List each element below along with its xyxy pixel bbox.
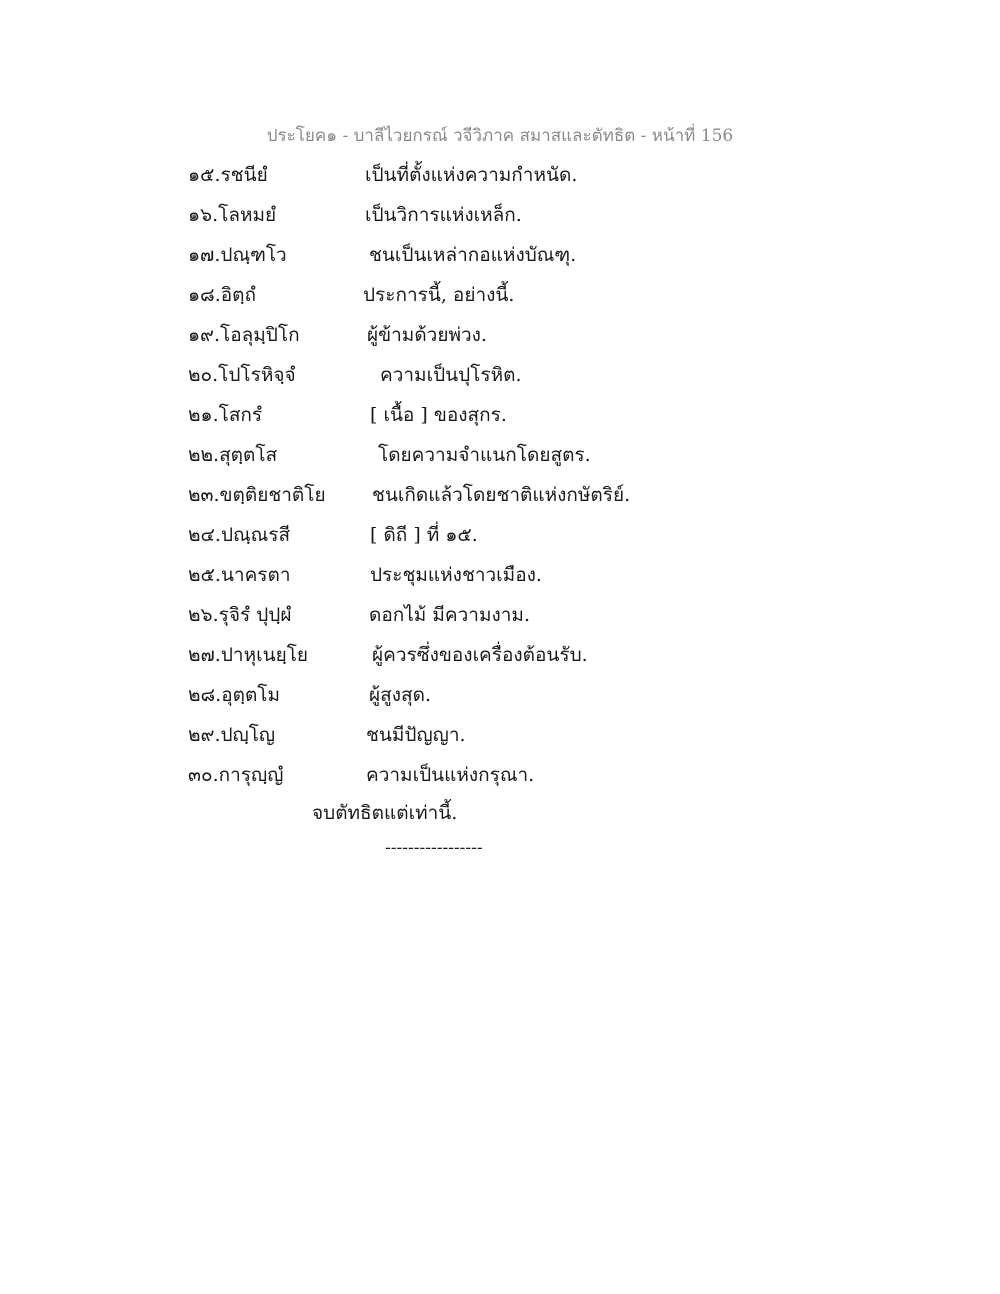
thai-meaning: เป็นวิการแห่งเหล็ก. — [365, 204, 522, 226]
thai-meaning: [ ดิถี ] ที่ ๑๕. — [370, 524, 478, 546]
list-item — [0, 280, 1000, 320]
pali-term: ๑๗.ปณฺฑโว — [188, 244, 287, 266]
pali-term: ๑๙.โอลุมฺปิโก — [188, 324, 300, 346]
list-item — [0, 440, 1000, 480]
thai-meaning: ดอกไม้ มีความงาม. — [369, 604, 530, 626]
list-item — [0, 320, 1000, 360]
list-item — [0, 480, 1000, 520]
pali-term: ๑๘.อิตฺถํ — [188, 284, 257, 306]
thai-meaning: ผู้ข้ามด้วยพ่วง. — [367, 324, 487, 346]
pali-term: ๒๖.รุจิรํ ปุปฺผํ — [188, 604, 292, 626]
closing-line: จบตัทธิตแต่เท่านี้. — [312, 802, 458, 824]
list-item — [0, 640, 1000, 680]
pali-term: ๒๑.โสกรํ — [188, 404, 263, 426]
thai-meaning: ชนเกิดแล้วโดยชาติแห่งกษัตริย์. — [372, 484, 631, 506]
list-item — [0, 600, 1000, 640]
list-item — [0, 680, 1000, 720]
thai-meaning: ความเป็นปุโรหิต. — [380, 364, 522, 386]
thai-meaning: ประชุมแห่งชาวเมือง. — [370, 564, 542, 586]
pali-term: ๒๙.ปญฺโญ — [188, 724, 276, 746]
list-item — [0, 200, 1000, 240]
thai-meaning: ชนมีปัญญา. — [366, 724, 466, 746]
separator-line: ----------------- — [385, 838, 483, 858]
pali-term: ๒๗.ปาหุเนยฺโย — [188, 644, 309, 666]
pali-term: ๑๖.โลหมยํ — [188, 204, 277, 226]
thai-meaning: ประการนี้, อย่างนี้. — [363, 284, 515, 306]
pali-term: ๒๐.โปโรหิจฺจํ — [188, 364, 296, 386]
list-item — [0, 560, 1000, 600]
page-header: ประโยค๑ - บาลีไวยกรณ์ วจีวิภาค สมาสและตัทธิต - หน้าที่ 156 — [266, 126, 734, 146]
list-item — [0, 520, 1000, 560]
thai-meaning: ผู้สูงสุด. — [369, 684, 431, 706]
list-item — [0, 720, 1000, 760]
list-item — [0, 360, 1000, 400]
pali-term: ๒๓.ขตฺติยชาติโย — [188, 484, 326, 506]
list-item — [0, 760, 1000, 800]
thai-meaning: [ เนื้อ ] ของสุกร. — [370, 404, 507, 426]
thai-meaning: ผู้ควรซึ่งของเครื่องต้อนรับ. — [372, 644, 588, 666]
pali-term: ๑๕.รชนียํ — [188, 164, 268, 186]
pali-term: ๓๐.การุญฺญํ — [188, 764, 284, 786]
pali-term: ๒๒.สุตฺตโส — [188, 444, 278, 466]
pali-term: ๒๘.อุตฺตโม — [188, 684, 281, 706]
thai-meaning: ชนเป็นเหล่ากอแห่งบัณฑุ. — [369, 244, 577, 266]
list-item — [0, 240, 1000, 280]
list-item — [0, 400, 1000, 440]
pali-term: ๒๔.ปณฺณรสี — [188, 524, 291, 546]
list-item — [0, 160, 1000, 200]
thai-meaning: ความเป็นแห่งกรุณา. — [366, 764, 535, 786]
thai-meaning: โดยความจำแนกโดยสูตร. — [378, 444, 591, 466]
thai-meaning: เป็นที่ตั้งแห่งความกำหนัด. — [365, 164, 578, 186]
pali-term: ๒๕.นาครตา — [188, 564, 291, 586]
